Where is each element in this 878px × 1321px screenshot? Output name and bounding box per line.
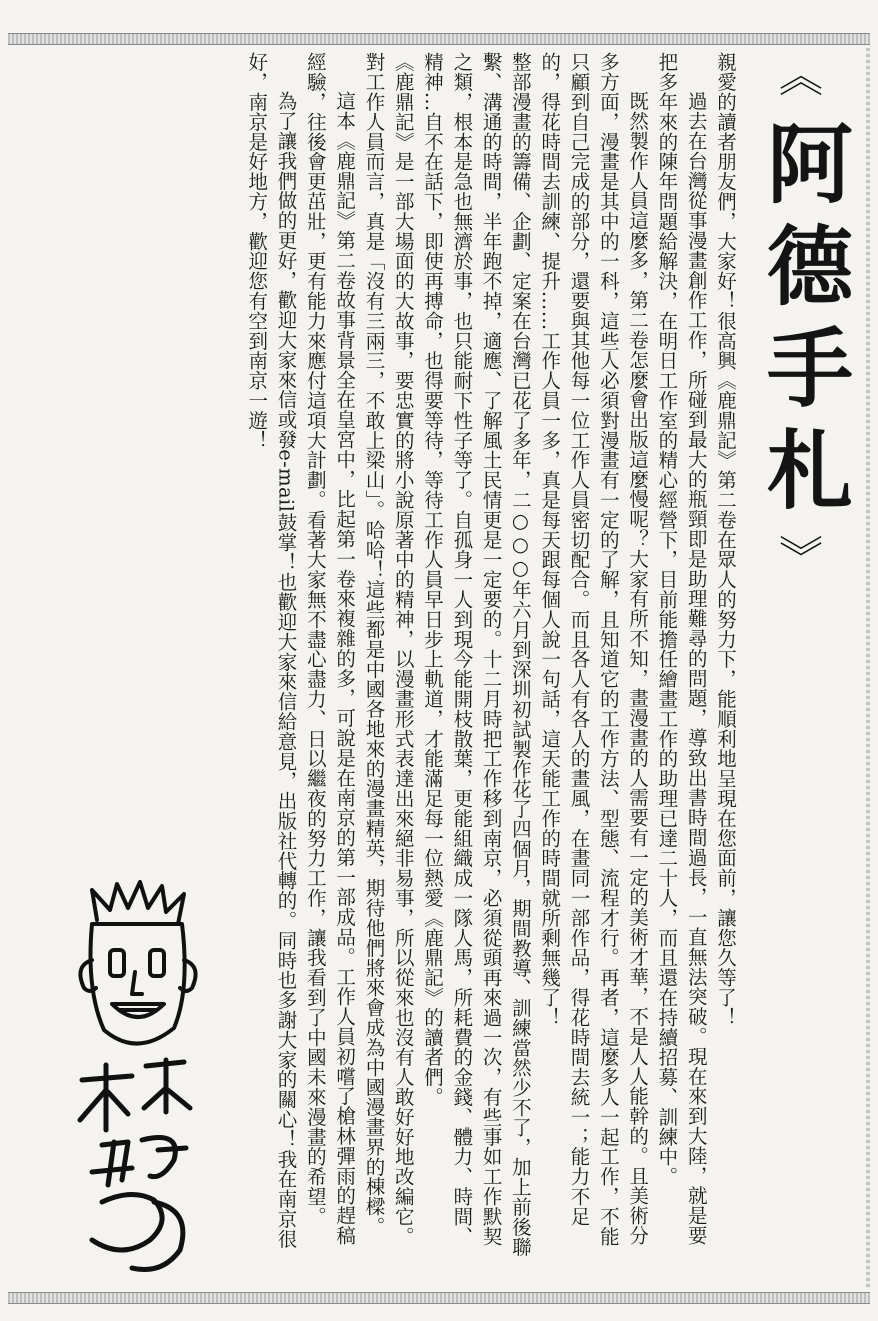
author-caricature-signature [62, 880, 212, 1280]
paragraph: 整部漫畫的籌備、企劃、定案在台灣已花了多年，二○○○年六月到深圳初試製作花了四個月，期間教導、訓練當然少不了，加上前後聯繫、溝通的時間，半年跑不掉，適應、了解風土民情更是一定要的。十二月時把工作移到南京，必須從頭再來過一次，有些事如工作默契之類，根本是急也無濟於事，也只能耐下性子等了。自孤身一人到現今能開枝散葉，更能組織成一隊人馬，所耗費的金錢、體力、時間、精神…自不在話下，即使再搏命，也得要等待，等待工作人員早日步上軌道，才能滿足每一位熱愛《鹿鼎記》的讀者們。 [421, 52, 532, 1257]
paragraph: 為了讓我們做的更好，歡迎大家來信或發e-mail鼓掌！也歡迎大家來信給意見，出版社代轉的。同時也多謝大家的關心！我在南京很好，南京是好地方，歡迎您有空到南京一遊！ [245, 52, 298, 1249]
title-close-bracket: ︾ [779, 533, 823, 584]
right-border [866, 48, 870, 1288]
paragraph: 既然製作人員這麼多，第二卷怎麼會出版這麼慢呢？大家有所不知，畫漫畫的人需要有一定的美術才華，不是人人能幹的。且美術分多方面，漫畫是其中的一科，這些人必須對漫畫有一定的了解，且知道它的工作方法、型態、流程才行。再者，這麼多人一起工作，不能只顧到自己完成的部分，還要與其他每一位工作人員密切配合。而且各人有各人的畫風，在畫同一部作品，得花時間去統一；能力不足的，得花時間去訓練、提升……工作人員一多，真是每天跟每個人說一句話，這天能工作的時間就所剩無幾了！ [538, 52, 650, 1246]
bottom-border [8, 1292, 870, 1304]
paragraph: 過去在台灣從事漫畫創作工作，所碰到最大的瓶頸即是助理難尋的問題，導致出書時間過長，一直無法突破。現在來到大陸，就是要把多年來的陳年問題給解決，在明日工作室的精心經營下，目前能擔任繪畫工作的助理已達二十人，而且還在持續招募、訓練中。 [655, 52, 708, 1246]
caricature-face-icon [62, 880, 212, 1280]
top-border [8, 33, 870, 45]
page-title: 阿德手札 [752, 119, 853, 527]
column-title [752, 51, 853, 584]
paragraph: 《鹿鼎記》是一部大場面的大故事，要忠實的將小說原著中的精神，以漫畫形式表達出來絕非易事，所以從來也沒有人敢好好地改編它。對工作人員而言，真是「沒有三兩三，不敢上梁山」。哈哈！這些都是中國各地來的漫畫精英，期待他們將來會成為中國漫畫界的棟樑。 [362, 52, 415, 1246]
title-open-bracket: ︽ [779, 51, 823, 102]
paragraph-greeting: 親愛的讀者朋友們，大家好！很高興《鹿鼎記》第二卷在眾人的努力下，能順利地呈現在您面前，讓您久等了！ [714, 52, 737, 1028]
paragraph: 這本《鹿鼎記》第二卷故事背景全在皇宮中，比起第一卷來複雜的多，可說是在南京的第一部成品。工作人員初嚐了槍林彈雨的趕稿經驗，往後會更茁壯，更有能力來應付這項大計劃。看著大家無不盡心盡力、日以繼夜的努力工作，讓我看到了中國未來漫畫的希望。 [303, 52, 357, 1246]
